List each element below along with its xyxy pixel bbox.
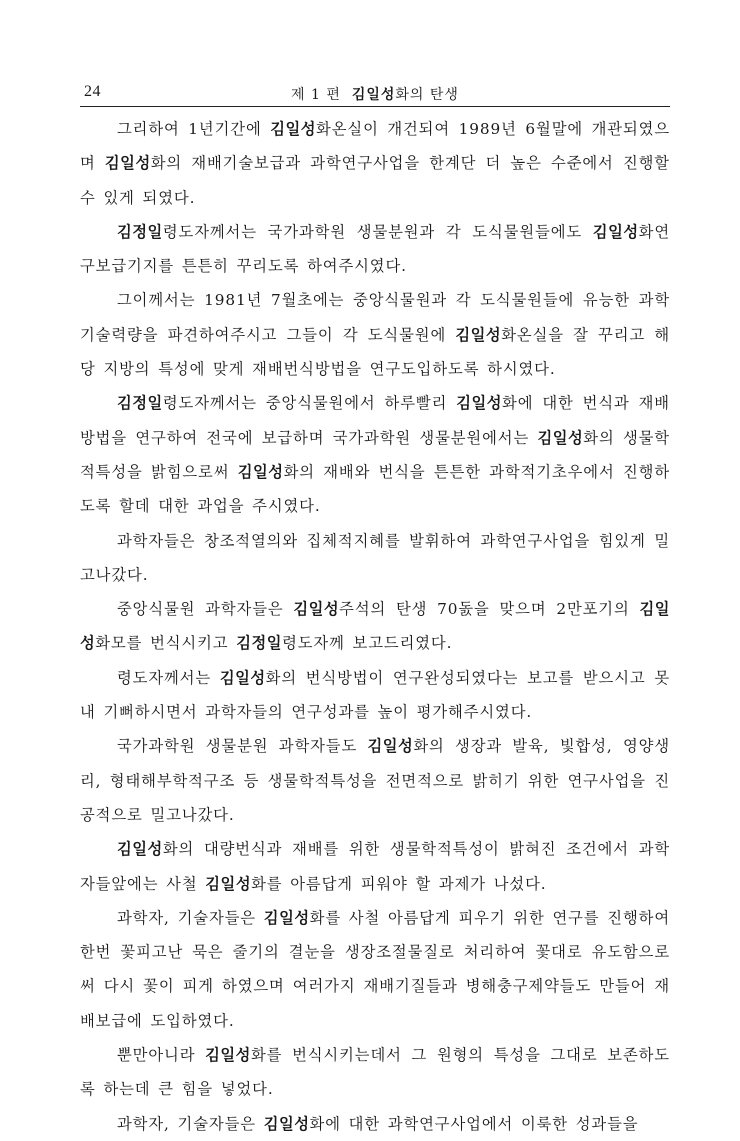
header-rule <box>80 106 670 107</box>
bold-name: 김일성 <box>367 737 414 756</box>
text-run: 중앙식물원 과학자들은 <box>117 600 294 619</box>
bold-name: 김일성 <box>455 325 502 344</box>
bold-name: 김일성 <box>270 120 317 138</box>
text-run: 화의 대량번식과 재배를 위한 생물학적특성이 밝혀진 조건에서 과학자들앞에는 사철 <box>80 840 670 893</box>
title-name: 김일성 <box>351 87 396 103</box>
paragraph <box>80 386 670 523</box>
bold-name: 김일성 <box>293 600 340 619</box>
bold-name: 김일성 <box>237 462 284 481</box>
text-run: 과학자, 기술자들은 <box>117 908 264 927</box>
running-header <box>80 80 670 106</box>
text-run: 과학자들은 창조적열의와 집체적지혜를 발휘하여 과학연구사업을 힘있게 밀고나갔다. <box>80 531 670 584</box>
paragraph <box>80 661 670 730</box>
text-run: 화의 생물학적특성을 밝힘으로써 <box>80 428 670 481</box>
paragraph <box>80 112 670 215</box>
paragraph <box>80 1038 670 1107</box>
paragraph <box>80 215 670 284</box>
bold-name: 김정일 <box>117 394 163 413</box>
bold-name: 김일성 <box>456 394 503 413</box>
paragraph <box>80 832 670 901</box>
text-run: 뿐만아니라 <box>117 1046 206 1065</box>
text-run: 화의 재배기술보급과 과학연구사업을 한계단 더 높은 수준에서 진행할수 있게 되였다. <box>80 154 670 207</box>
text-run: 국가과학원 생물분원 과학자들도 <box>117 737 368 756</box>
bold-name: 김일성 <box>80 600 670 653</box>
text-run: 화연구보급기지를 튼튼히 꾸리도록 하여주시였다. <box>80 222 670 276</box>
paragraph <box>80 1107 670 1141</box>
part-label: 제 1 편 <box>291 87 341 103</box>
paragraph <box>80 524 670 593</box>
text-run: 화온실을 잘 꾸리고 해당 지방의 특성에 맞게 재배번식방법을 연구도입하도록 하시였다. <box>80 325 670 379</box>
text-run: 화온실이 개건되여 1989년 6월말에 개관되였으며 <box>80 120 671 173</box>
text-run: 화의 번식방법이 연구완성되였다는 보고를 받으시고 못내 기뻐하시면서 과학자들의 연구성과를 높이 평가해주시였다. <box>80 668 670 722</box>
bold-name: 김정일 <box>117 222 163 241</box>
text-run: 화를 번식시키는데서 그 원형의 특성을 그대로 보존하도록 하는데 큰 힘을 넣었다. <box>80 1046 670 1099</box>
bold-name: 김일성 <box>205 874 252 893</box>
bold-name: 김일성 <box>104 154 151 173</box>
bold-name: 김일성 <box>263 1114 310 1133</box>
text-run: 화의 재배와 번식을 튼튼한 과학적기초우에서 진행하도록 할데 대한 과업을 주시였다. <box>80 462 670 516</box>
section-title <box>80 84 670 104</box>
bold-name: 김일성 <box>219 668 266 687</box>
paragraph <box>80 901 670 1038</box>
text-run: 그이께서는 1981년 7월초에는 중앙식물원과 각 도식물원들에 유능한 과학기술력량을 파견하여주시고 그들이 각 도식물원에 <box>80 291 670 344</box>
text-run: 화에 대한 번식과 재배방법을 연구하여 전국에 보급하며 국가과학원 생물분원에서는 <box>80 394 670 447</box>
text-run: 령도자께서는 <box>117 668 220 687</box>
body-text <box>80 112 670 1141</box>
page-number: 24 <box>84 83 101 100</box>
bold-name: 김일성 <box>263 908 310 927</box>
title-subtitle: 화의 탄생 <box>395 87 459 103</box>
text-run: 그리하여 1년기간에 <box>117 120 271 138</box>
text-run: 화의 생장과 발육, 빛합성, 영양생리, 형태해부학적구조 등 생물학적특성을 전면적으로 밝히기 위한 연구사업을 진공적으로 밀고나갔다. <box>80 737 670 824</box>
paragraph <box>80 283 670 386</box>
text-run: 주석의 탄생 70돐을 맞으며 2만포기의 <box>339 600 640 619</box>
bold-name: 김일성 <box>592 222 639 241</box>
text-run: 화를 아름답게 피워야 할 과제가 나섰다. <box>251 874 547 893</box>
paragraph <box>80 729 670 832</box>
text-run: 과학자, 기술자들은 <box>117 1114 264 1133</box>
bold-name: 김정일 <box>236 634 283 653</box>
bold-name: 김일성 <box>537 428 584 447</box>
text-run: 화모를 번식시키고 <box>95 634 237 653</box>
text-run: 화를 사철 아름답게 피우기 위한 연구를 진행하여 한번 꽃피고난 묵은 줄기의 결눈을 생장조절물질로 처리하여 꽃대로 유도함으로써 다시 꽃이 피게 하였으며 여러가지 재배기질들과 병해충구제약들도 만들어 재배보급에 도입하였다. <box>80 908 670 1030</box>
text-run: 령도자께서는 국가과학원 생물분원과 각 도식물원들에도 <box>162 222 593 241</box>
text-run: 령도자께서는 중앙식물원에서 하루빨리 <box>162 394 457 413</box>
bold-name: 김일성 <box>117 840 163 859</box>
bold-name: 김일성 <box>205 1046 251 1065</box>
text-run: 화에 대한 과학연구사업에서 이룩한 성과들을 <box>309 1114 639 1133</box>
paragraph <box>80 592 670 661</box>
text-run: 령도자께 보고드리였다. <box>282 634 453 653</box>
